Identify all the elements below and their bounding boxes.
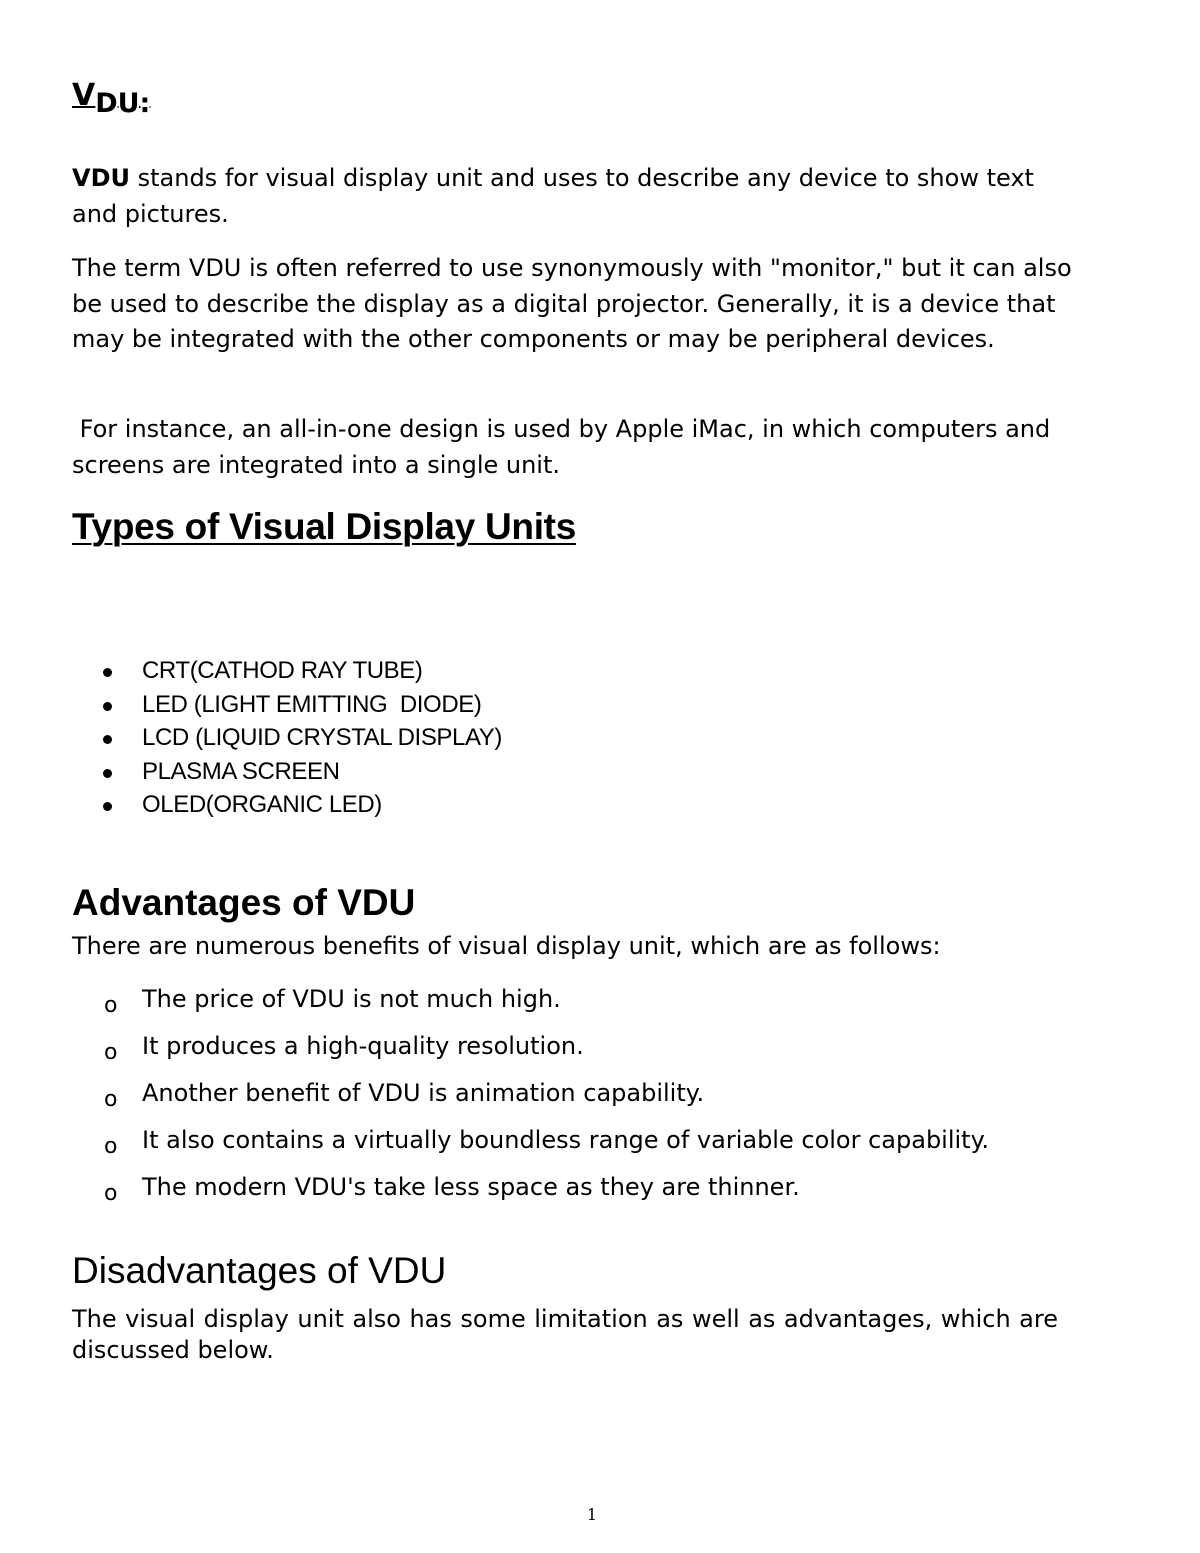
list-item xyxy=(72,688,502,722)
bullet-icon xyxy=(103,702,112,711)
circle-bullet-icon: o xyxy=(104,993,118,1018)
list-item-text: Another benefit of VDU is animation capability. xyxy=(142,1079,705,1107)
list-item xyxy=(72,654,502,688)
list-item xyxy=(72,755,502,789)
types-list xyxy=(72,654,502,822)
bullet-icon xyxy=(103,735,112,744)
bullet-icon xyxy=(103,769,112,778)
circle-bullet-icon: o xyxy=(104,1087,118,1112)
intro-text: stands for visual display unit and uses to describe any device to show text and pictures. xyxy=(72,164,1034,228)
list-item-text: LCD (LIQUID CRYSTAL DISPLAY) xyxy=(142,724,503,751)
intro-paragraph xyxy=(72,161,1072,232)
bullet-icon xyxy=(103,668,112,677)
disadvantages-heading: Disadvantages of VDU xyxy=(72,1250,447,1291)
title-rest: DU: xyxy=(95,88,151,119)
page-number: 1 xyxy=(586,1505,598,1524)
intro-bold-term: VDU xyxy=(72,164,130,192)
types-heading: Types of Visual Display Units xyxy=(72,506,576,547)
advantages-list xyxy=(72,978,1060,1213)
list-item-text: The modern VDU's take less space as they are thinner. xyxy=(142,1173,800,1201)
list-item-text: LED (LIGHT EMITTING DIODE) xyxy=(142,690,482,718)
list-item-text: The price of VDU is not much high. xyxy=(142,985,561,1013)
circle-bullet-icon: o xyxy=(104,1040,118,1065)
bullet-icon xyxy=(103,802,112,811)
list-item-text: It also contains a virtually boundless range of variable color capability. xyxy=(142,1126,989,1154)
list-item xyxy=(72,1025,1060,1068)
list-item xyxy=(72,788,502,822)
title-first-letter: V xyxy=(72,78,96,113)
document-title xyxy=(72,78,151,119)
advantages-intro: There are numerous benefits of visual display unit, which are as follows: xyxy=(72,932,941,960)
example-paragraph: For instance, an all-in-one design is used by Apple iMac, in which computers and screens are integrated into a single unit. xyxy=(72,415,1058,479)
list-item-text: It produces a high-quality resolution. xyxy=(142,1032,584,1060)
disadvantages-text: The visual display unit also has some limitation as well as advantages, which are discussed below. xyxy=(72,1305,1058,1364)
list-item xyxy=(72,1119,1060,1162)
circle-bullet-icon: o xyxy=(104,1134,118,1159)
list-item xyxy=(72,721,502,755)
advantages-heading: Advantages of VDU xyxy=(72,882,416,923)
list-item xyxy=(72,978,1060,1021)
list-item-text: CRT(CATHOD RAY TUBE) xyxy=(142,657,423,684)
term-paragraph: The term VDU is often referred to use synonymously with "monitor," but it can also be used to describe the display as a digital projector. Generally, it is a device that may be integrated with the other components or may be peripheral devices. xyxy=(72,254,1072,353)
circle-bullet-icon: o xyxy=(104,1181,118,1206)
list-item xyxy=(72,1072,1060,1115)
list-item xyxy=(72,1166,1060,1209)
list-item-text: PLASMA SCREEN xyxy=(142,757,340,785)
list-item-text: OLED(ORGANIC LED) xyxy=(142,791,382,818)
